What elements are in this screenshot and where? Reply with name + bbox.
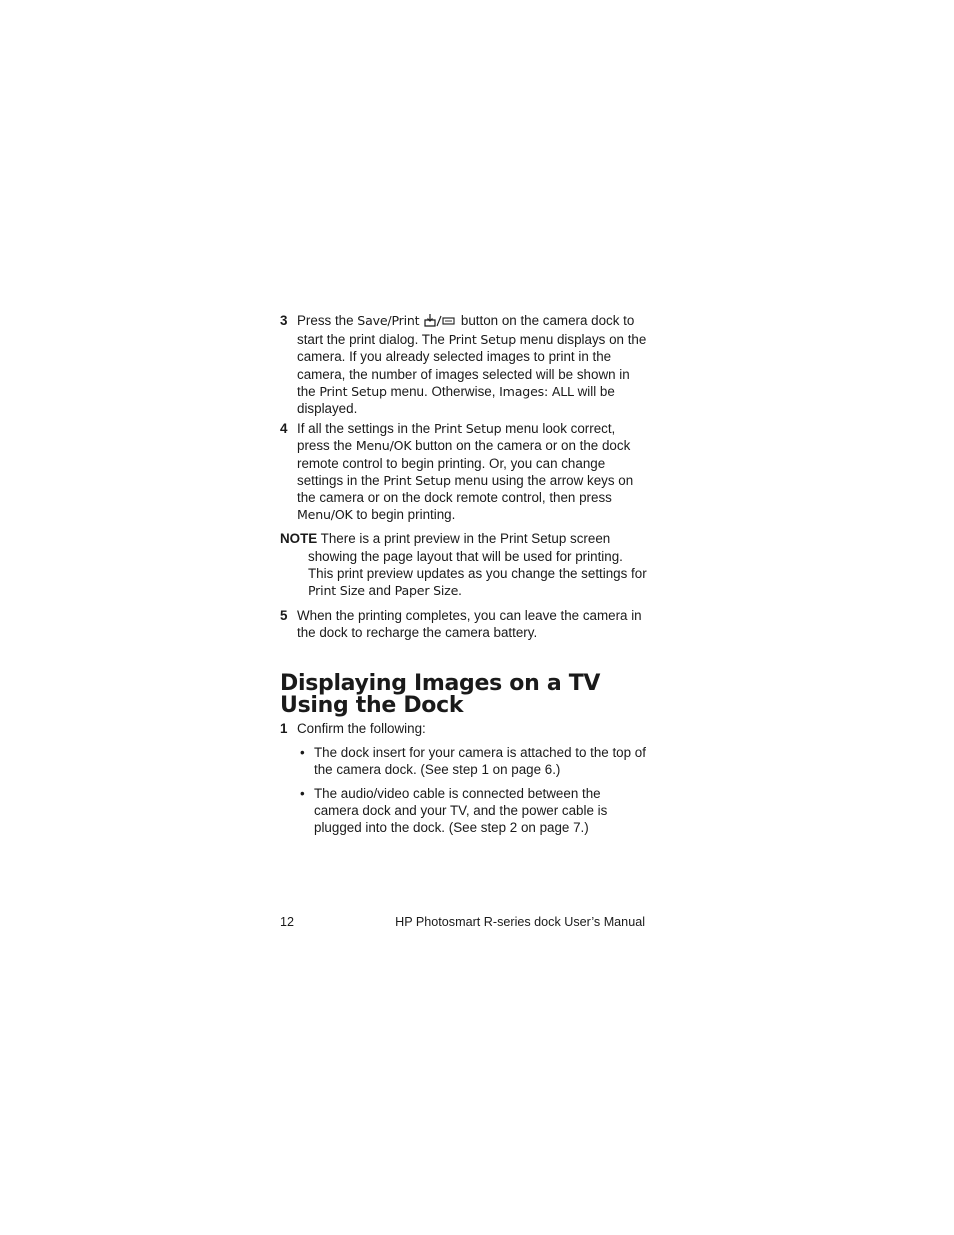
step-text: Confirm the following: xyxy=(297,721,426,736)
page-number: 12 xyxy=(280,915,295,929)
step-text: menu using the arrow keys on the camera or on the dock remote control, then press xyxy=(297,472,634,506)
bullet-icon: • xyxy=(300,745,305,761)
step-text: button on the camera dock to start the print dialog. The xyxy=(297,313,635,348)
step-text: button on the camera or on the dock remote control to begin printing. Or, you can change settings in the xyxy=(297,438,631,488)
bullet-item xyxy=(280,785,648,837)
bullet-item xyxy=(280,744,648,778)
note-text: and xyxy=(364,583,395,599)
ui-term-images-all: Images: ALL xyxy=(499,383,574,399)
step-text: menu look correct, press the xyxy=(297,421,616,454)
step-number: 1 xyxy=(280,721,288,736)
step-text: menu. Otherwise, xyxy=(386,383,500,399)
bullet-text: The dock insert for your camera is attached to the top of the camera dock. (See step 1 on page 6.) xyxy=(314,745,646,778)
step-text: When the printing completes, you can leave the camera in the dock to recharge the camera battery. xyxy=(297,608,642,641)
step-number: 4 xyxy=(280,421,288,437)
ui-term-paper-size: Paper Size xyxy=(394,583,459,599)
ui-term-menu-ok: Menu/OK xyxy=(297,507,353,523)
step-number: 3 xyxy=(280,313,288,328)
step-1 xyxy=(280,720,648,737)
step-text: to begin printing. xyxy=(352,507,456,523)
ui-term-print-setup: Print Setup xyxy=(383,472,451,488)
note-text: . xyxy=(458,583,462,599)
section-steps xyxy=(280,720,648,836)
manual-title: HP Photosmart R-series dock User’s Manual xyxy=(395,915,645,929)
heading-line-2: Using the Dock xyxy=(280,693,464,718)
step-list-top xyxy=(280,312,648,642)
step-4 xyxy=(280,420,648,523)
step-text: If all the settings in the xyxy=(297,421,434,437)
step-3 xyxy=(280,312,648,417)
step-number: 5 xyxy=(280,608,288,624)
note-text: There is a print preview in the Print Setup screen showing the page layout that will be used for printing. This print preview updates as you change the settings for xyxy=(308,531,647,581)
bullet-text: The audio/video cable is connected between the camera dock and your TV, and the power cable is plugged into the dock. (See step 2 on page 7.) xyxy=(314,785,608,836)
step-text: Press the xyxy=(297,313,358,328)
note-label: NOTE xyxy=(280,531,318,547)
step-text: will be displayed. xyxy=(297,383,615,417)
heading-line-1: Displaying Images on a TV xyxy=(280,671,601,696)
ui-term-print-setup: Print Setup xyxy=(433,421,502,437)
step-text: menu displays on the camera. If you already selected images to print in the camera, the number of images selected will be shown in the xyxy=(297,332,647,399)
ui-term-menu-ok: Menu/OK xyxy=(355,438,412,454)
save-print-icon xyxy=(423,314,457,331)
section-heading xyxy=(280,673,680,717)
ui-term-print-size: Print Size xyxy=(308,583,365,599)
bullet-icon: • xyxy=(300,785,305,801)
step-5 xyxy=(280,607,648,641)
ui-term-save-print: Save/Print xyxy=(357,313,420,328)
note xyxy=(280,530,648,599)
ui-term-print-setup: Print Setup xyxy=(448,332,517,348)
ui-term-print-setup: Print Setup xyxy=(319,383,387,399)
